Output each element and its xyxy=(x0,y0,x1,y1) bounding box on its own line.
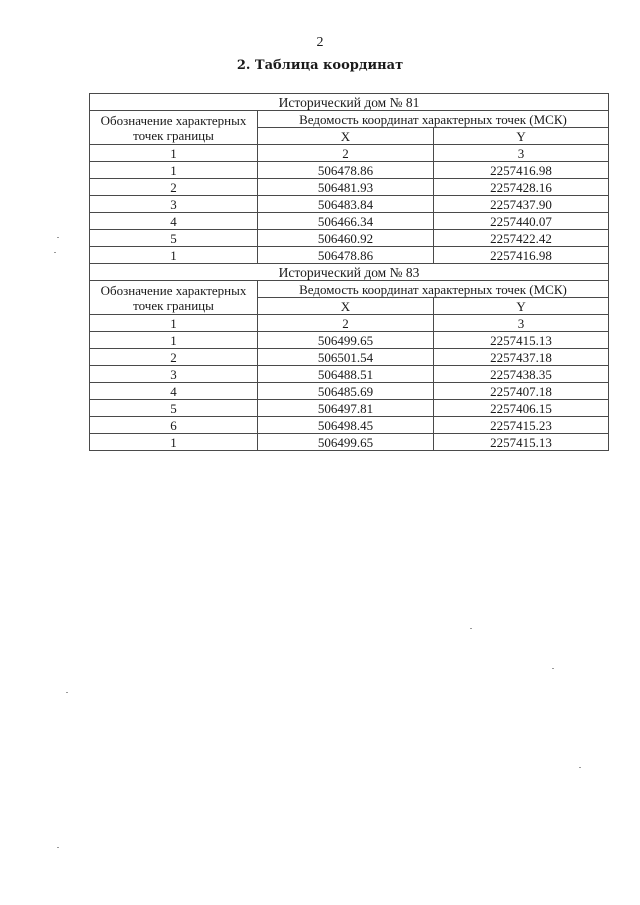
point-number: 1 xyxy=(90,162,258,179)
point-number: 4 xyxy=(90,213,258,230)
coordinates-table-body xyxy=(90,94,609,451)
table-row xyxy=(90,417,609,434)
point-number: 5 xyxy=(90,230,258,247)
x-coordinate: 506485.69 xyxy=(258,383,434,400)
table-row xyxy=(90,400,609,417)
y-coordinate: 2257438.35 xyxy=(434,366,609,383)
scan-speck xyxy=(470,628,472,629)
x-coordinate: 506488.51 xyxy=(258,366,434,383)
x-coordinate: 506460.92 xyxy=(258,230,434,247)
point-number: 5 xyxy=(90,400,258,417)
y-coordinate: 2257407.18 xyxy=(434,383,609,400)
y-column-header: Y xyxy=(434,298,609,315)
x-coordinate: 506478.86 xyxy=(258,162,434,179)
column-numbers-row xyxy=(90,315,609,332)
x-coordinate: 506481.93 xyxy=(258,179,434,196)
column-numbers-row xyxy=(90,145,609,162)
point-number: 1 xyxy=(90,332,258,349)
table-row xyxy=(90,332,609,349)
scan-speck xyxy=(57,237,59,238)
table-row xyxy=(90,383,609,400)
coordinates-table xyxy=(89,93,609,451)
x-coordinate: 506499.65 xyxy=(258,434,434,451)
column-number: 2 xyxy=(258,145,434,162)
scan-speck xyxy=(57,847,59,848)
coordinates-statement-header: Ведомость координат характерных точек (МСК) xyxy=(258,281,609,298)
point-number: 3 xyxy=(90,196,258,213)
y-coordinate: 2257416.98 xyxy=(434,162,609,179)
table-row xyxy=(90,196,609,213)
column-number: 1 xyxy=(90,145,258,162)
table-row xyxy=(90,213,609,230)
table-row xyxy=(90,349,609,366)
y-coordinate: 2257415.13 xyxy=(434,434,609,451)
house-title-row xyxy=(90,264,609,281)
column-number: 3 xyxy=(434,315,609,332)
y-column-header: Y xyxy=(434,128,609,145)
scan-speck xyxy=(579,767,581,768)
point-number: 4 xyxy=(90,383,258,400)
y-coordinate: 2257428.16 xyxy=(434,179,609,196)
scan-speck xyxy=(54,252,56,253)
x-coordinate: 506478.86 xyxy=(258,247,434,264)
x-coordinate: 506483.84 xyxy=(258,196,434,213)
point-number: 2 xyxy=(90,349,258,366)
scan-speck xyxy=(552,668,554,669)
scan-speck xyxy=(66,692,68,693)
x-coordinate: 506497.81 xyxy=(258,400,434,417)
point-number: 1 xyxy=(90,434,258,451)
point-designation-header: Обозначение характерных точек границы xyxy=(90,281,258,315)
y-coordinate: 2257437.90 xyxy=(434,196,609,213)
house-title: Исторический дом № 81 xyxy=(90,94,609,111)
table-row xyxy=(90,230,609,247)
x-coordinate: 506498.45 xyxy=(258,417,434,434)
header-row xyxy=(90,281,609,298)
x-coordinate: 506499.65 xyxy=(258,332,434,349)
point-number: 6 xyxy=(90,417,258,434)
y-coordinate: 2257422.42 xyxy=(434,230,609,247)
coordinates-statement-header: Ведомость координат характерных точек (МСК) xyxy=(258,111,609,128)
document-title: 2. Таблица координат xyxy=(236,58,404,73)
y-coordinate: 2257440.07 xyxy=(434,213,609,230)
house-title: Исторический дом № 83 xyxy=(90,264,609,281)
point-number: 1 xyxy=(90,247,258,264)
y-coordinate: 2257415.13 xyxy=(434,332,609,349)
column-number: 3 xyxy=(434,145,609,162)
y-coordinate: 2257415.23 xyxy=(434,417,609,434)
table-row xyxy=(90,247,609,264)
page-number: 2 xyxy=(316,35,324,50)
x-coordinate: 506501.54 xyxy=(258,349,434,366)
point-number: 3 xyxy=(90,366,258,383)
point-number: 2 xyxy=(90,179,258,196)
table-row xyxy=(90,434,609,451)
x-column-header: X xyxy=(258,298,434,315)
y-coordinate: 2257416.98 xyxy=(434,247,609,264)
column-number: 1 xyxy=(90,315,258,332)
table-row xyxy=(90,162,609,179)
table-row xyxy=(90,366,609,383)
point-designation-header: Обозначение характерных точек границы xyxy=(90,111,258,145)
table-row xyxy=(90,179,609,196)
header-row xyxy=(90,111,609,128)
x-column-header: X xyxy=(258,128,434,145)
x-coordinate: 506466.34 xyxy=(258,213,434,230)
house-title-row xyxy=(90,94,609,111)
y-coordinate: 2257406.15 xyxy=(434,400,609,417)
y-coordinate: 2257437.18 xyxy=(434,349,609,366)
column-number: 2 xyxy=(258,315,434,332)
